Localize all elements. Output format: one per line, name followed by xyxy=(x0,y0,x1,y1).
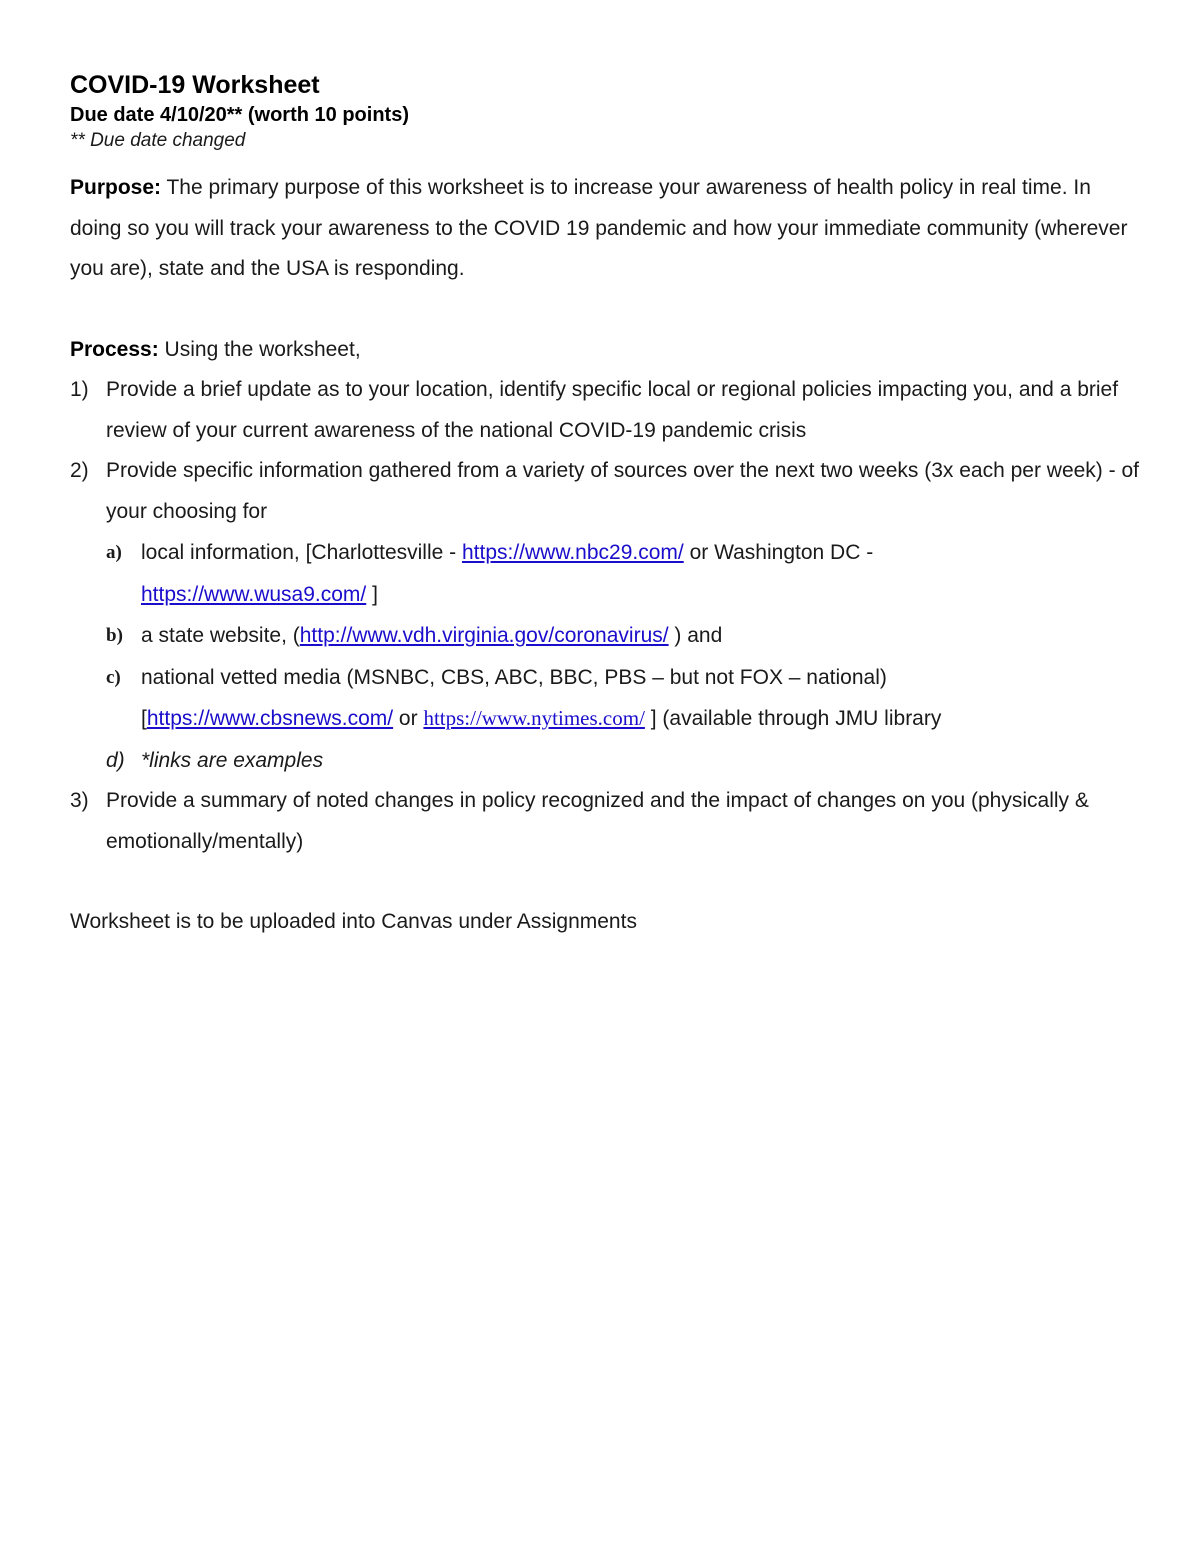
spacer xyxy=(70,154,1140,168)
page-title: COVID-19 Worksheet xyxy=(70,71,320,99)
spacer xyxy=(70,290,1140,330)
process-intro-text: Using the worksheet, xyxy=(158,337,361,361)
sub-item-d xyxy=(70,740,1140,782)
sub-item-text: national vetted media (MSNBC, CBS, ABC, BBC, PBS – but not FOX – national) [ xyxy=(141,665,887,730)
list-letter: b) xyxy=(106,625,123,646)
sub-item-text: a state website, ( xyxy=(141,624,300,647)
footer-note: Worksheet is to be uploaded into Canvas under Assignments xyxy=(70,910,637,933)
list-number: 1) xyxy=(70,378,89,401)
nbc29-link[interactable]: https://www.nbc29.com/ xyxy=(461,541,684,564)
nytimes-link[interactable]: https://www.nytimes.com/ xyxy=(423,706,645,730)
process-item-text: Provide a summary of noted changes in policy recognized and the impact of changes on you (physically & emotionally/mentally) xyxy=(106,789,1089,853)
sub-item-text: local information, [Charlottesville - xyxy=(141,541,462,564)
sub-item-b xyxy=(70,615,1140,657)
sub-item-text: *links are examples xyxy=(141,748,324,772)
sub-item-text: or Washington DC - xyxy=(683,541,874,564)
due-date-note: ** Due date changed xyxy=(70,130,246,151)
list-number: 2) xyxy=(70,459,89,482)
purpose-paragraph xyxy=(70,168,1140,290)
list-letter: c) xyxy=(106,666,121,688)
worksheet-page xyxy=(70,68,1140,943)
process-item-text: Provide a brief update as to your location, identify specific local or regional policies impacting you, and a brief review of your current awareness of the national COVID-19 pandemic crisis xyxy=(106,378,1119,442)
process-item-1 xyxy=(70,370,1140,451)
sub-item-a xyxy=(70,532,1140,615)
purpose-label: Purpose: xyxy=(70,176,162,199)
sub-item-text: ) and xyxy=(668,624,723,647)
cbsnews-link[interactable]: https://www.cbsnews.com/ xyxy=(146,707,394,730)
due-date-line: Due date 4/10/20** (worth 10 points) xyxy=(70,104,409,126)
sub-item-c xyxy=(70,657,1140,740)
purpose-text: The primary purpose of this worksheet is to increase your awareness of health policy in real time. In doing so you will track your awareness to the COVID 19 pandemic and how your immediate community (wherever you are), state and the USA is responding. xyxy=(70,176,1128,280)
process-item-2 xyxy=(70,451,1140,532)
list-letter: d) xyxy=(106,748,125,772)
process-item-3 xyxy=(70,781,1140,862)
sub-item-text: ] (available through JMU library xyxy=(644,707,942,730)
list-number: 3) xyxy=(70,789,89,812)
wusa9-link[interactable]: https://www.wusa9.com/ xyxy=(141,582,367,606)
process-label: Process: xyxy=(70,337,159,361)
vdh-link[interactable]: http://www.vdh.virginia.gov/coronavirus/ xyxy=(299,624,669,647)
process-intro xyxy=(70,330,1140,371)
sub-item-text: or xyxy=(393,707,424,730)
list-letter: a) xyxy=(106,542,122,563)
spacer xyxy=(70,862,1140,902)
process-item-text: Provide specific information gathered from a variety of sources over the next two weeks (3x each per week) - of your choosing for xyxy=(106,459,1139,523)
sub-item-text: ] xyxy=(366,582,378,606)
